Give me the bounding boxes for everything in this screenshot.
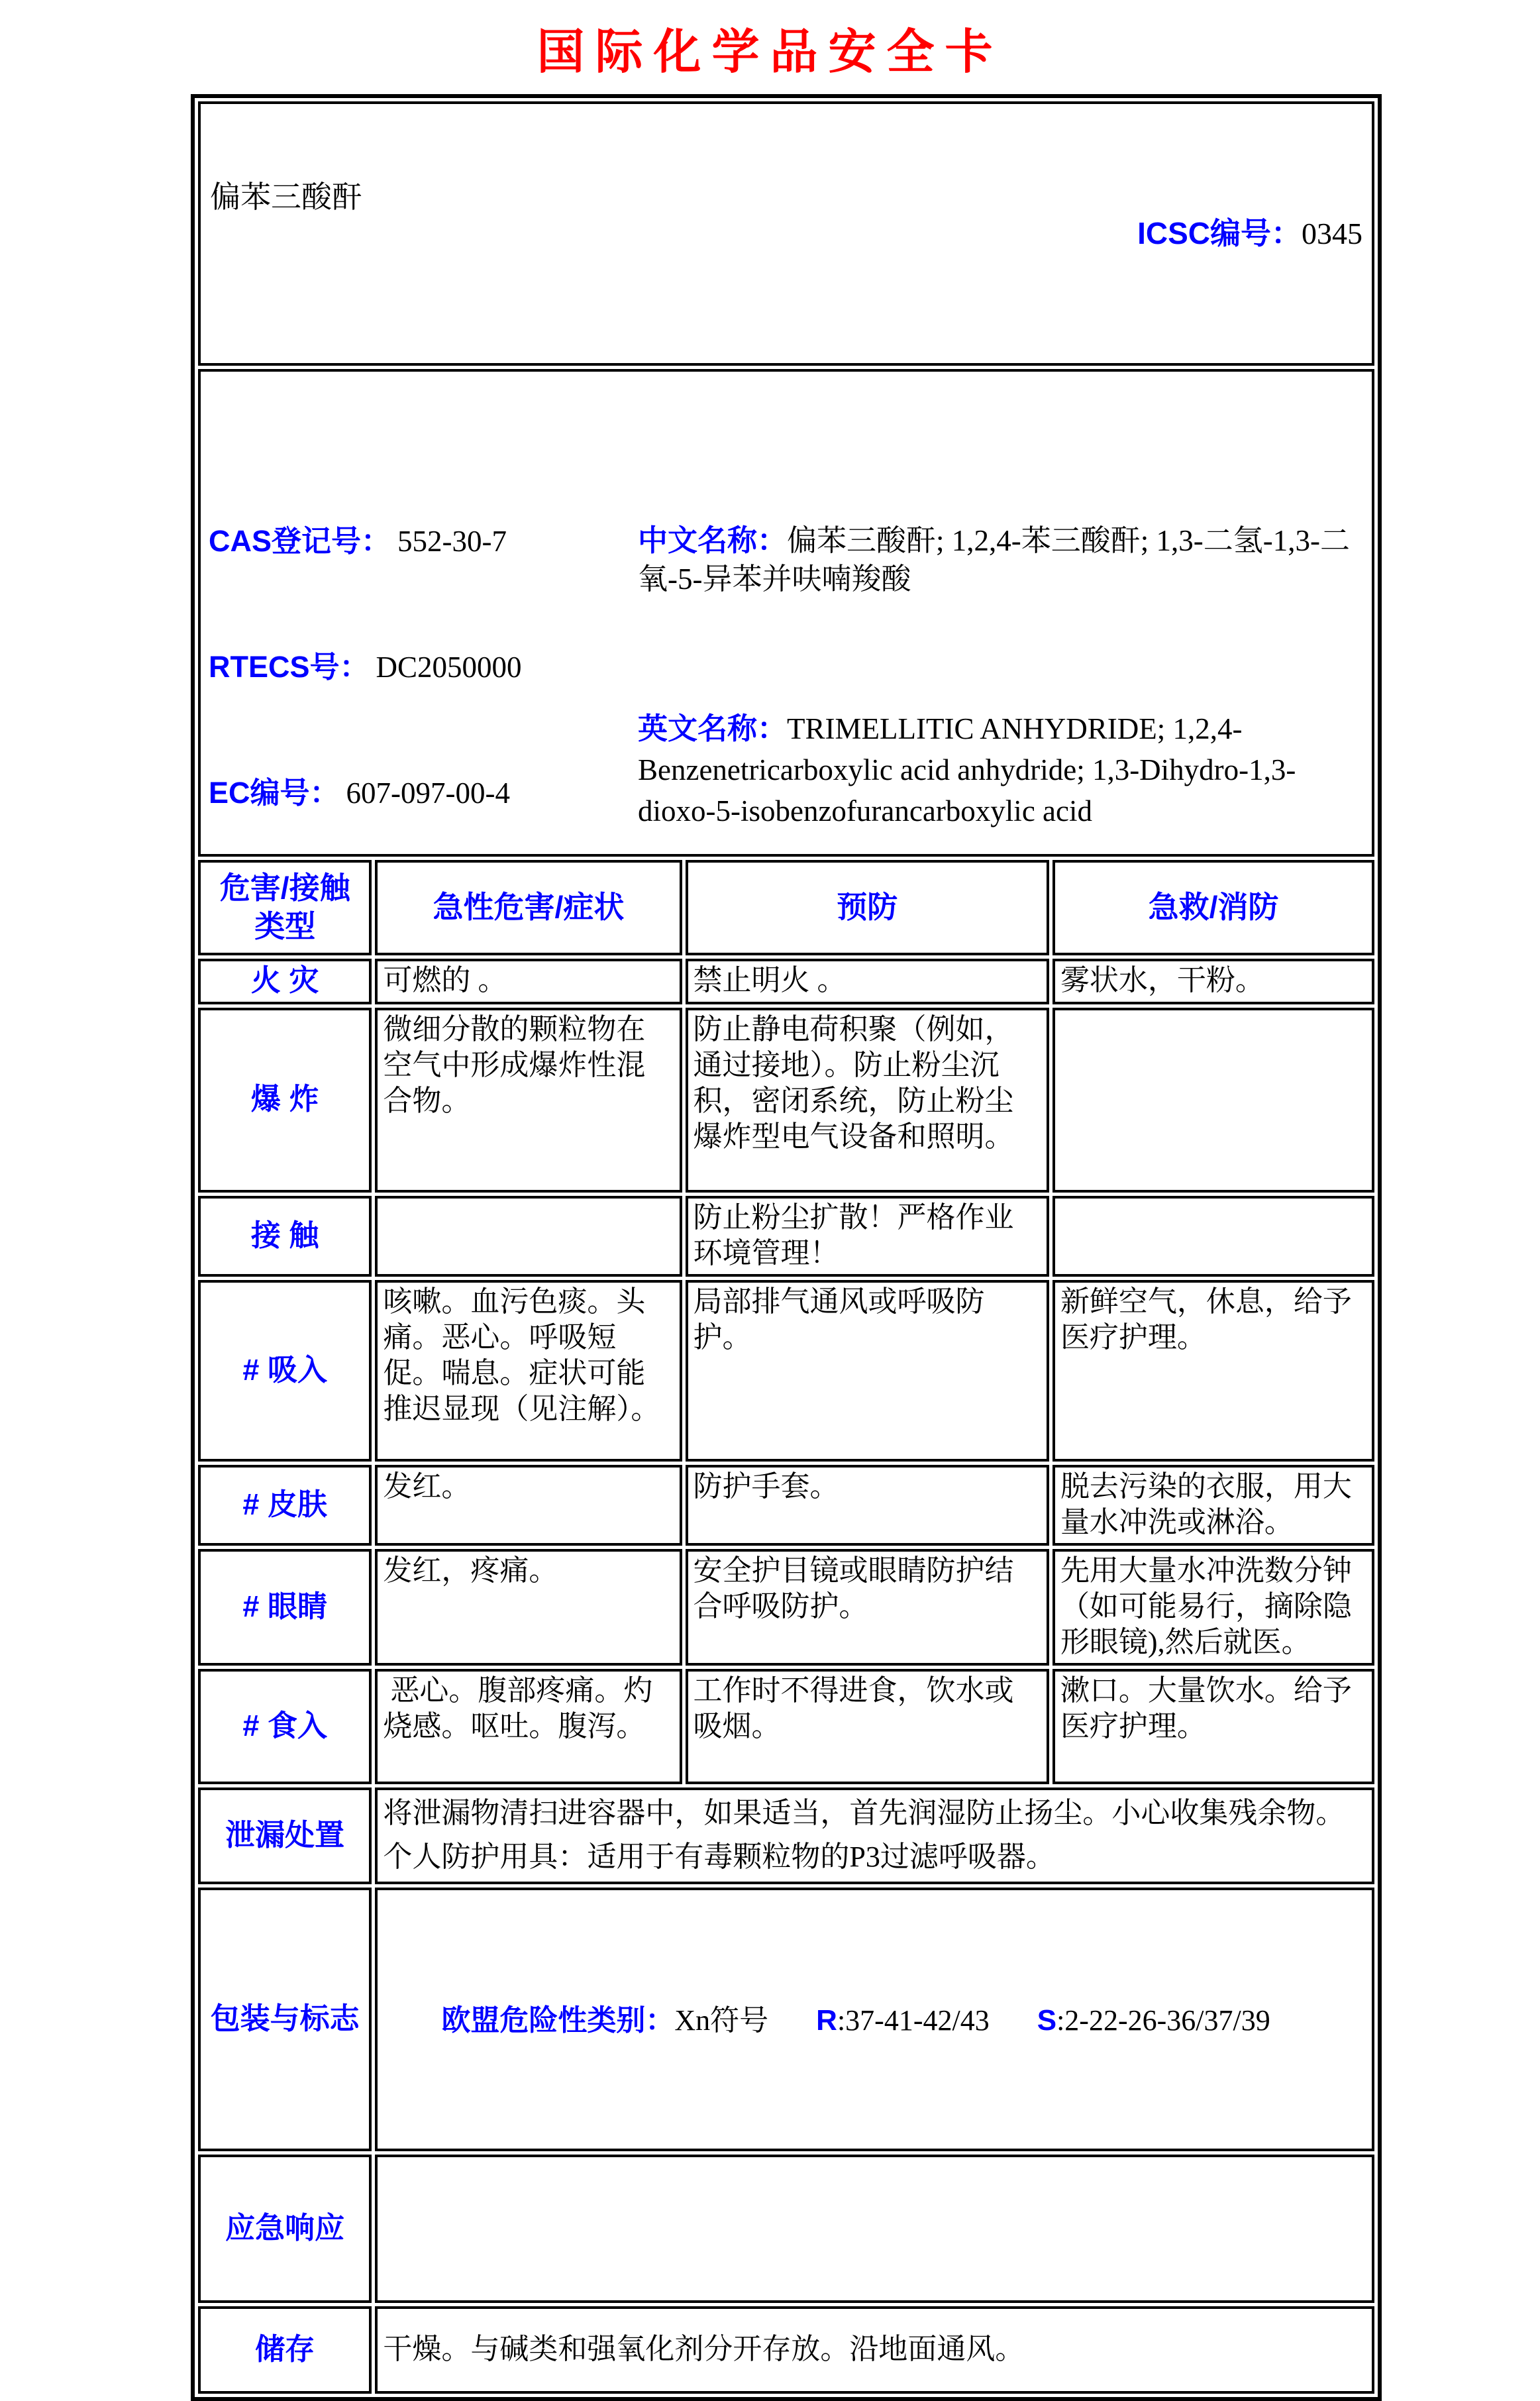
page-title: 国际化学品安全卡 [537,26,1003,79]
row-eyes [198,1549,1374,1666]
row-label-emergency: 应急响应 [198,2155,372,2303]
row-label-explosion: 爆 炸 [198,1008,372,1193]
ingestion-symptom-cell: 恶心。腹部疼痛。灼烧感。呕吐。腹泻。 [375,1669,682,1784]
chemical-names [638,450,1364,857]
contact-prevention-cell: 防止粉尘扩散！严格作业环境管理！ [686,1196,1049,1277]
chemical-name: 偏苯三酸酐 [210,180,362,214]
row-label-fire: 火 灾 [198,959,372,1004]
header-symptoms: 急性危害/症状 [375,860,682,955]
r-phrase-label: R [816,2004,837,2037]
row-spillage [198,1787,1374,1884]
eu-hazard-class-line [383,1967,1366,2074]
row-emergency [198,2155,1374,2303]
icsc-number [1061,180,1362,288]
row-label-packaging: 包装与标志 [198,1888,372,2151]
packaging-content-cell [375,1888,1374,2151]
spillage-content-cell: 将泄漏物清扫进容器中，如果适当，首先润湿防止扬尘。小心收集残余物。个人防护用具：适用于有毒颗粒物的P3过滤呼吸器。 [375,1787,1374,1884]
inhalation-symptom-cell: 咳嗽。血污色痰。头痛。恶心。呼吸短促。喘息。症状可能推迟显现（见注解）。 [375,1280,682,1462]
rtecs-number: RTECS号： DC2050000 [209,650,522,684]
ingestion-first-aid-cell: 漱口。大量饮水。给予医疗护理。 [1052,1669,1374,1784]
explosion-symptom-cell: 微细分散的颗粒物在空气中形成爆炸性混合物。 [375,1008,682,1193]
identifiers-row [198,369,1374,857]
row-label-ingestion: # 食入 [198,1669,372,1784]
identifiers-cell [198,369,1374,857]
table-header-row [198,860,1374,955]
inhalation-first-aid-cell: 新鲜空气，休息，给予医疗护理。 [1052,1280,1374,1462]
storage-content-cell: 干燥。与碱类和强氧化剂分开存放。沿地面通风。 [375,2306,1374,2394]
fire-prevention-cell: 禁止明火 。 [686,959,1049,1004]
eu-class-value: Xn符号 [674,2004,769,2037]
s-phrase-value: :2-22-26-36/37/39 [1056,2004,1270,2037]
header-first-aid: 急救/消防 [1052,860,1374,955]
row-label-inhalation: # 吸入 [198,1280,372,1462]
card-title-cell [198,101,1374,366]
cas-number: CAS登记号： 552-30-7 [209,524,507,558]
row-contact [198,1196,1374,1277]
contact-first-aid-cell [1052,1196,1374,1277]
header-prevention: 预防 [686,860,1049,955]
ingestion-prevention-cell: 工作时不得进食，饮水或吸烟。 [686,1669,1049,1784]
row-label-skin: # 皮肤 [198,1465,372,1546]
fire-first-aid-cell: 雾状水，干粉。 [1052,959,1374,1004]
header-hazard-type: 危害/接触类型 [198,860,372,955]
row-ingestion [198,1669,1374,1784]
eu-class-label: 欧盟危险性类别： [441,2004,675,2037]
skin-symptom-cell: 发红。 [375,1465,682,1546]
row-inhalation [198,1280,1374,1462]
icsc-card-table [191,94,1382,2401]
row-storage [198,2306,1374,2394]
chinese-name: 中文名称：偏苯三酸酐; 1,2,4-苯三酸酐; 1,3-二氢-1,3-二氧-5-异苯并呋喃羧酸 [638,523,1350,596]
inhalation-prevention-cell: 局部排气通风或呼吸防护。 [686,1280,1049,1462]
card-title-row [198,101,1374,366]
registry-ids [209,450,638,857]
explosion-first-aid-cell [1052,1008,1374,1193]
ec-number: EC编号： 607-097-00-4 [209,776,510,810]
s-phrase-label: S [1037,2004,1057,2037]
skin-first-aid-cell: 脱去污染的衣服，用大量水冲洗或淋浴。 [1052,1465,1374,1546]
row-label-storage: 储存 [198,2306,372,2394]
skin-prevention-cell: 防护手套。 [686,1465,1049,1546]
row-skin [198,1465,1374,1546]
row-fire [198,959,1374,1004]
fire-symptom-cell: 可燃的 。 [375,959,682,1004]
eyes-symptom-cell: 发红，疼痛。 [375,1549,682,1666]
row-label-eyes: # 眼睛 [198,1549,372,1666]
emergency-content-cell [375,2155,1374,2303]
icsc-number-value: 0345 [1302,217,1362,250]
explosion-prevention-cell: 防止静电荷积聚（例如，通过接地）。防止粉尘沉积，密闭系统，防止粉尘爆炸型电气设备和照明。 [686,1008,1049,1193]
row-label-contact: 接 触 [198,1196,372,1277]
row-label-spillage: 泄漏处置 [198,1787,372,1884]
eyes-prevention-cell: 安全护目镜或眼睛防护结合呼吸防护。 [686,1549,1049,1666]
icsc-number-label: ICSC编号： [1137,216,1302,250]
contact-symptom-cell [375,1196,682,1277]
english-name: 英文名称：TRIMELLITIC ANHYDRIDE; 1,2,4-Benzenetricarboxylic acid anhydride; 1,3-Dihydro-1,3-dioxo-5-isobenzofurancarboxylic acid [638,712,1296,827]
row-explosion [198,1008,1374,1193]
eyes-first-aid-cell: 先用大量水冲洗数分钟（如可能易行，摘除隐形眼镜),然后就医。 [1052,1549,1374,1666]
row-packaging [198,1888,1374,2151]
r-phrase-value: :37-41-42/43 [837,2004,990,2037]
